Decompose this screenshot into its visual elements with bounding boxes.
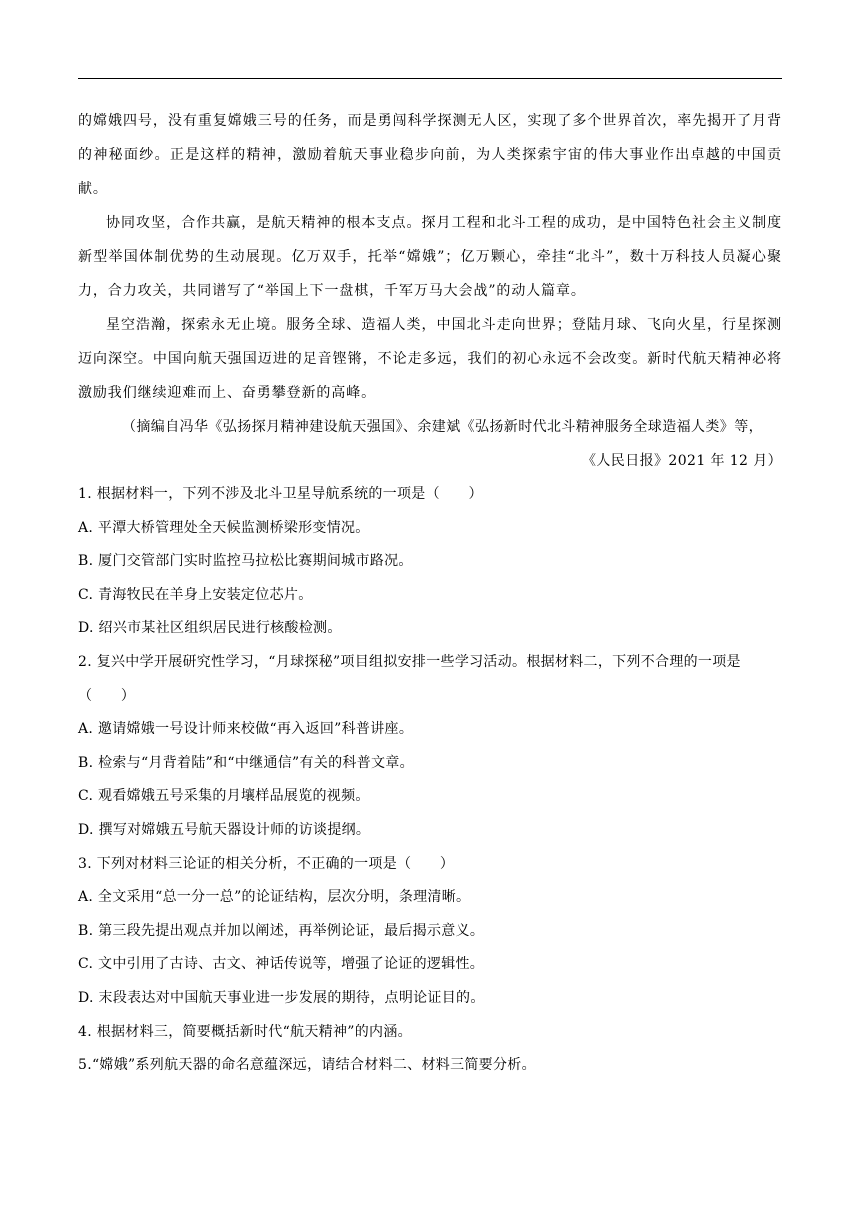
option-d: D. 末段表达对中国航天事业进一步发展的期待，点明论证目的。 xyxy=(78,989,485,1006)
question-stem: 5.“嫦娥”系列航天器的命名意蕴深远，请结合材料二、材料三简要分析。 xyxy=(78,1057,536,1074)
passage-paragraph-1: 的嫦娥四号，没有重复嫦娥三号的任务，而是勇闯科学探测无人区，实现了多个世界首次，率先揭开了月背的神秘面纱。正是这样的精神，激励着航天事业稳步向前，为人类探索宇宙的伟大事业作出卓越的中国贡献。 xyxy=(78,113,782,197)
question-stem: 3. 下列对材料三论证的相关分析，不正确的一项是（ ） xyxy=(78,855,455,872)
question-2 xyxy=(78,646,782,848)
question-stem: 2. 复兴中学开展研究性学习，“月球探秘”项目组拟安排一些学习活动。根据材料二，下列不合理的一项是（ ） xyxy=(78,653,741,704)
option-b: B. 检索与“月背着陆”和“中继通信”有关的科普文章。 xyxy=(78,754,414,771)
option-c: C. 观看嫦娥五号采集的月壤样品展览的视频。 xyxy=(78,788,370,805)
option-a: A. 全文采用“总一分一总”的论证结构，层次分明，条理清晰。 xyxy=(78,889,471,906)
question-5 xyxy=(78,1049,782,1083)
passage-paragraph-3: 星空浩瀚，探索永无止境。服务全球、造福人类，中国北斗走向世界；登陆月球、飞向火星，行星探测迈向深空。中国向航天强国迈进的足音铿锵，不论走多远，我们的初心永远不会改变。新时代航天精神必将激励我们继续迎难而上、奋勇攀登新的高峰。 xyxy=(78,317,782,401)
option-d: D. 绍兴市某社区组织居民进行核酸检测。 xyxy=(78,620,342,637)
source-citation: （摘编自冯华《弘扬探月精神建设航天强国》、余建斌《弘扬新时代北斗精神服务全球造福人类》等， xyxy=(122,419,763,435)
question-stem: 4. 根据材料三，简要概括新时代“航天精神”的内涵。 xyxy=(78,1023,412,1040)
source-citation-end: 《人民日报》2021 年 12 月） xyxy=(582,453,782,469)
option-d: D. 撰写对嫦娥五号航天器设计师的访谈提纲。 xyxy=(78,821,371,838)
question-4 xyxy=(78,1016,782,1050)
option-b: B. 第三段先提出观点并加以阐述，再举例论证，最后揭示意义。 xyxy=(78,922,485,939)
option-c: C. 青海牧民在羊身上安装定位芯片。 xyxy=(78,586,313,603)
header-rule xyxy=(78,78,782,79)
question-1 xyxy=(78,478,782,646)
option-a: A. 邀请嫦娥一号设计师来校做“再入返回”科普讲座。 xyxy=(78,721,414,738)
page-content xyxy=(78,104,782,1083)
question-3 xyxy=(78,848,782,1016)
option-a: A. 平潭大桥管理处全天候监测桥梁形变情况。 xyxy=(78,519,370,536)
question-stem: 1. 根据材料一，下列不涉及北斗卫星导航系统的一项是（ ） xyxy=(78,486,483,502)
passage-paragraph-2: 协同攻坚，合作共赢，是航天精神的根本支点。探月工程和北斗工程的成功，是中国特色社会主义制度新型举国体制优势的生动展现。亿万双手，托举“嫦娥”；亿万颗心，牵挂“北斗”，数十万科技人员凝心聚力，合力攻关，共同谱写了“举国上下一盘棋，千军万马大会战”的动人篇章。 xyxy=(78,215,782,299)
option-c: C. 文中引用了古诗、古文、神话传说等，增强了论证的逻辑性。 xyxy=(78,956,485,973)
option-b: B. 厦门交管部门实时监控马拉松比赛期间城市路况。 xyxy=(78,553,413,570)
